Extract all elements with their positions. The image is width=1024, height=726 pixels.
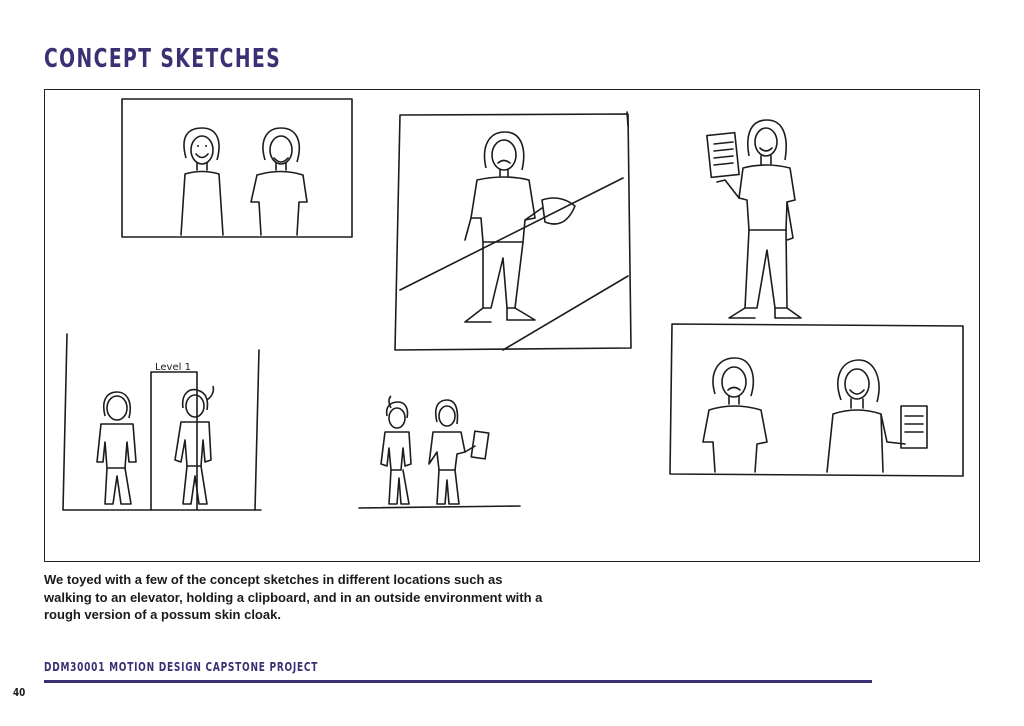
caption-text: We toyed with a few of the concept sketches in different locations such as walking to an elevator, holding a clipboard, and in an outside environment with a rough version of a possum skin cloak.: [44, 572, 543, 622]
concept-sketch-panel: [44, 89, 980, 562]
sketch-two-people-frame: [122, 99, 352, 237]
footer-divider: [44, 680, 872, 683]
project-footer-title: DDM30001 MOTION DESIGN CAPSTONE PROJECT: [44, 660, 319, 674]
concept-sketches-drawing: [45, 90, 981, 563]
sketch-outdoor-scene: [359, 396, 520, 508]
sketch-elevator-scene: [63, 334, 261, 510]
sketch-two-people-paper-frame: [670, 324, 963, 476]
elevator-level-label: Level 1: [155, 362, 191, 373]
sketch-clipboard-person: [707, 120, 801, 318]
page-number: 40: [13, 686, 26, 699]
sketch-possum-cloak-frame: [395, 112, 631, 350]
page-title: CONCEPT SKETCHES: [44, 44, 282, 74]
